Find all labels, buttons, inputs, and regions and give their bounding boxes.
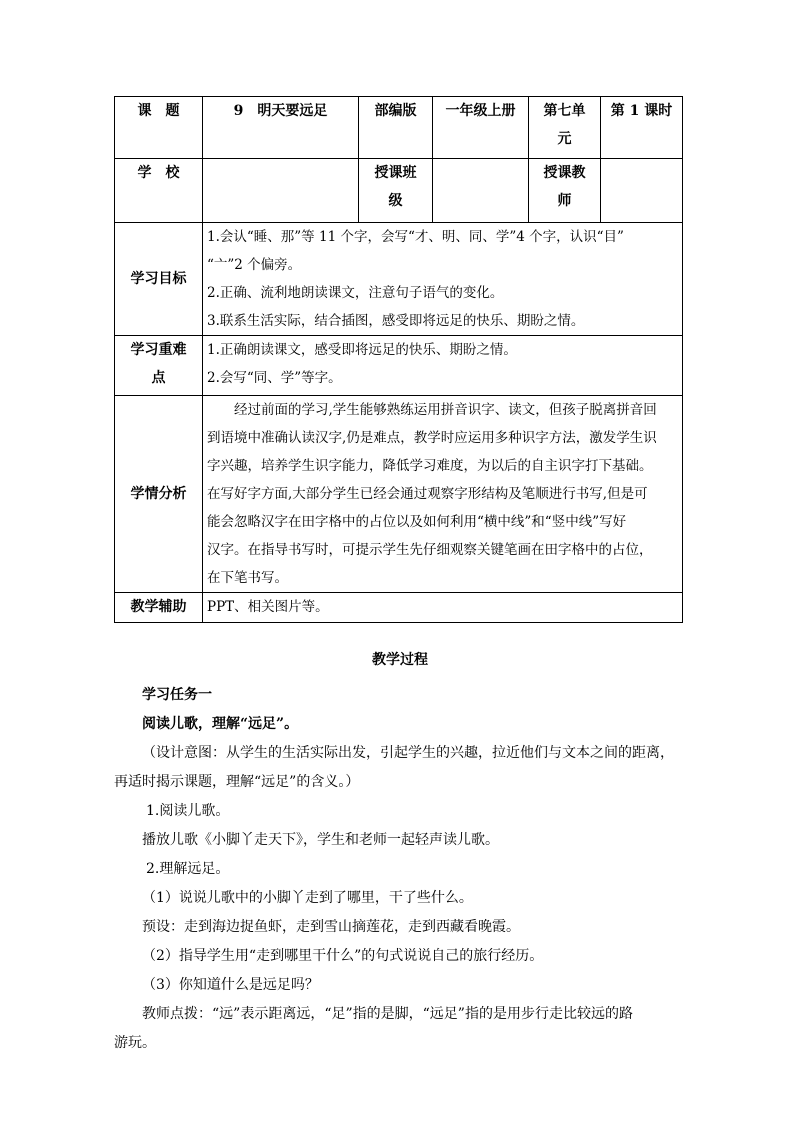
table-row <box>115 396 683 593</box>
label-goals: 学习目标 <box>115 223 203 336</box>
table-row <box>115 336 683 396</box>
question-2: （2）指导学生用“走到哪里干什么”的句式说说自己的旅行经历。 <box>142 948 544 964</box>
label-class-line1: 授课班 <box>374 165 417 181</box>
step-1: 1.阅读儿歌。 <box>146 803 230 819</box>
edition: 部编版 <box>359 97 433 159</box>
analysis-line: 能会忽略汉字在田字格中的占位以及如何利用“横中线”和“竖中线”写好 <box>207 514 627 530</box>
label-teacher-line2: 师 <box>557 193 572 209</box>
table-row <box>115 159 683 223</box>
design-intent-line1: （设计意图：从学生的生活实际出发，引起学生的兴趣，拉近他们与文本之间的距离， <box>142 745 674 761</box>
goal-line: 3.联系生活实际，结合插图，感受即将远足的快乐、期盼之情。 <box>207 313 585 329</box>
teacher-note-line2: 游玩。 <box>114 1035 156 1051</box>
aids-content: PPT、相关图片等。 <box>203 593 683 623</box>
class-value <box>433 159 529 223</box>
analysis-line: 在写好字方面,大部分学生已经会通过观察字形结构及笔顺进行书写,但是可 <box>207 486 648 502</box>
question-3: （3）你知道什么是远足吗？ <box>142 977 319 993</box>
table-row <box>115 223 683 336</box>
unit-line2: 元 <box>557 131 572 147</box>
lesson-info-table <box>114 96 683 623</box>
period: 第 1 课时 <box>601 97 683 159</box>
label-school: 学 校 <box>115 159 203 223</box>
label-keypoints-line1: 学习重难 <box>130 342 187 358</box>
goal-line: 1.会认“睡、那”等 11 个字，会写“才、明、同、学”4 个字，认识“目” <box>207 229 624 245</box>
keypoints-content <box>203 336 683 396</box>
school-value <box>203 159 359 223</box>
teaching-process <box>114 646 686 1058</box>
analysis-line: 到语境中准确认读汉字,仍是难点，教学时应运用多种识字方法，激发学生识 <box>207 430 657 446</box>
label-keypoints <box>115 336 203 396</box>
teacher-value <box>601 159 683 223</box>
label-aids: 教学辅助 <box>115 593 203 623</box>
label-analysis: 学情分析 <box>115 396 203 593</box>
design-intent-line2: 再适时揭示课题，理解“远足”的含义。） <box>114 774 360 790</box>
step-1-text: 播放儿歌《小脚丫走天下》，学生和老师一起轻声读儿歌。 <box>142 832 499 848</box>
label-topic: 课 题 <box>115 97 203 159</box>
task-subtitle: 阅读儿歌，理解“远足”。 <box>142 716 299 732</box>
goals-content <box>203 223 683 336</box>
table-row <box>115 593 683 623</box>
step-2: 2.理解远足。 <box>146 861 230 877</box>
preset-answer: 预设：走到海边捉鱼虾，走到雪山摘莲花，走到西藏看晚霞。 <box>142 919 520 935</box>
keypoint-line: 1.正确朗读课文，感受即将远足的快乐、期盼之情。 <box>207 342 517 358</box>
unit <box>529 97 601 159</box>
teacher-note-line1: 教师点拨：“远”表示距离远，“足”指的是脚，“远足”指的是用步行走比较远的路 <box>142 1006 633 1022</box>
lesson-topic: 9 明天要远足 <box>203 97 359 159</box>
label-teacher <box>529 159 601 223</box>
label-teacher-line1: 授课教 <box>543 165 586 181</box>
unit-line1: 第七单 <box>543 103 586 119</box>
table-row <box>115 97 683 159</box>
section-title: 教学过程 <box>372 652 428 668</box>
analysis-line: 在下笔书写。 <box>207 570 288 586</box>
keypoint-line: 2.会写“同、学”等字。 <box>207 370 342 386</box>
label-class <box>359 159 433 223</box>
goal-line: 2.正确、流利地朗读课文，注意句子语气的变化。 <box>207 285 504 301</box>
analysis-line: 经过前面的学习,学生能够熟练运用拼音识字、读文，但孩子脱离拼音回 <box>234 402 657 418</box>
label-keypoints-line2: 点 <box>151 370 166 386</box>
question-1: （1）说说儿歌中的小脚丫走到了哪里，干了些什么。 <box>142 890 473 906</box>
analysis-line: 字兴趣，培养学生识字能力，降低学习难度，为以后的自主识字打下基础。 <box>207 458 653 474</box>
analysis-content <box>203 396 683 593</box>
task-title: 学习任务一 <box>142 687 212 703</box>
grade: 一年级上册 <box>433 97 529 159</box>
analysis-line: 汉字。在指导书写时，可提示学生先仔细观察关键笔画在田字格中的占位， <box>207 542 653 558</box>
label-class-line2: 级 <box>388 193 403 209</box>
goal-line: “亠”2 个偏旁。 <box>207 257 302 273</box>
